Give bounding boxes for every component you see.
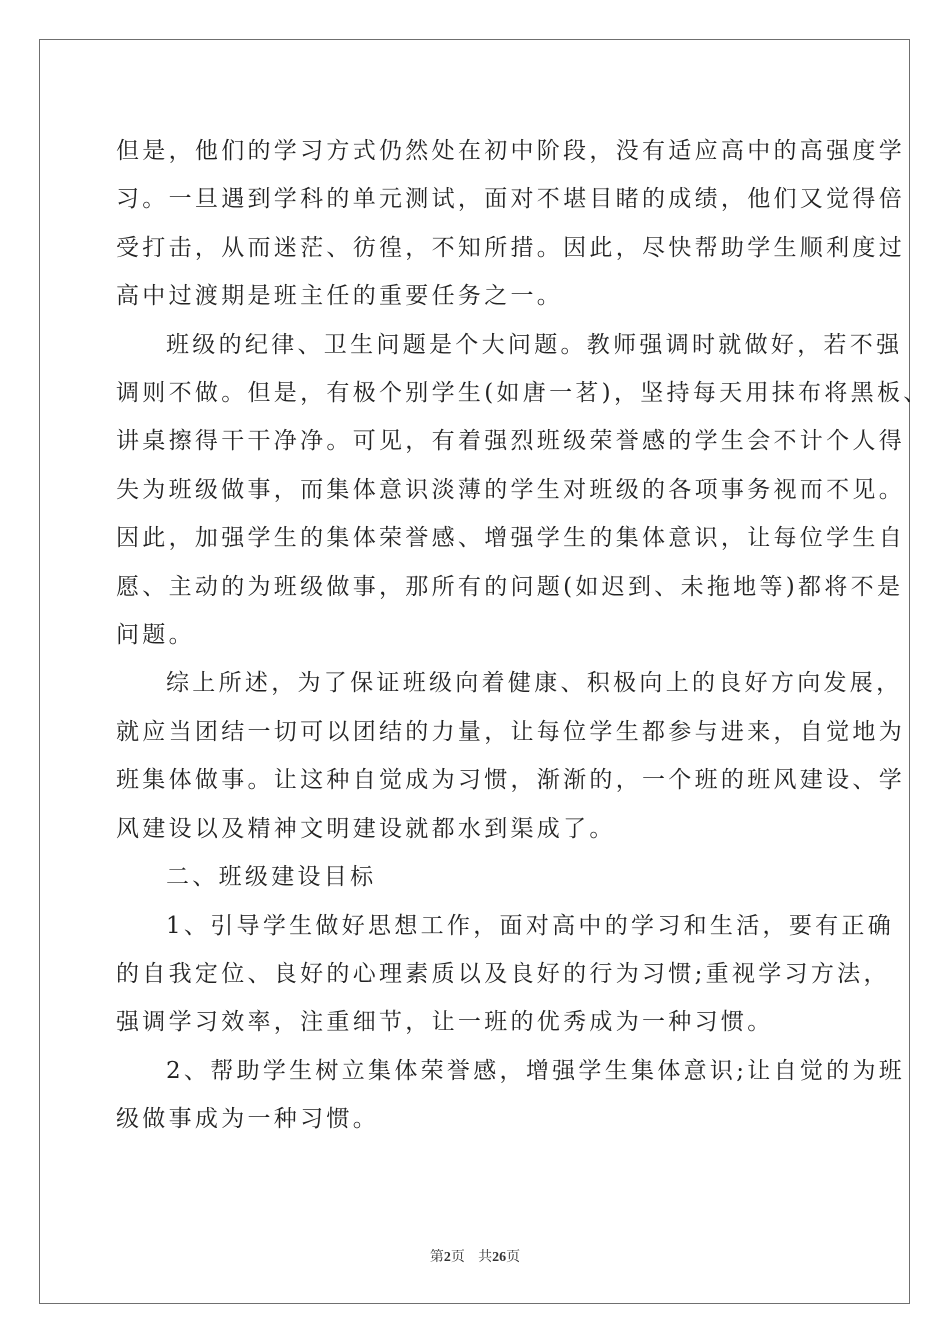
text-line: 班集体做事。让这种自觉成为习惯，渐渐的，一个班的班风建设、学 (116, 767, 905, 794)
footer-prefix: 第 (429, 1249, 444, 1265)
page-footer (0, 1246, 950, 1266)
text-line: 但是，他们的学习方式仍然处在初中阶段，没有适应高中的高强度学 (116, 138, 905, 164)
text-line: 问题。 (116, 622, 195, 649)
text-line: 就应当团结一切可以团结的力量，让每位学生都参与进来，自觉地为 (116, 718, 905, 745)
text-line: 受打击，从而迷茫、彷徨，不知所措。因此，尽快帮助学生顺利度过 (116, 234, 905, 261)
text-line: 调则不做。但是，有极个别学生(如唐一茗)，坚持每天用抹布将黑板、 (116, 380, 930, 407)
text-line: 的自我定位、良好的心理素质以及良好的行为习惯;重视学习方法， (116, 960, 890, 987)
text-line: 1、引导学生做好思想工作，面对高中的学习和生活，要有正确 (166, 912, 895, 939)
footer-total-suffix: 页 (506, 1249, 521, 1265)
text-line: 因此，加强学生的集体荣誉感、增强学生的集体意识，让每位学生自 (116, 525, 905, 552)
document-body (116, 127, 930, 1144)
text-line: 习。一旦遇到学科的单元测试，面对不堪目睹的成绩，他们又觉得倍 (116, 186, 905, 213)
footer-total-prefix: 共 (478, 1249, 493, 1265)
text-line: 班级的纪律、卫生问题是个大问题。教师强调时就做好，若不强 (166, 331, 903, 358)
text-line: 失为班级做事，而集体意识淡薄的学生对班级的各项事务视而不见。 (116, 476, 905, 503)
text-line: 级做事成为一种习惯。 (116, 1106, 379, 1133)
text-line: 讲桌擦得干干净净。可见，有着强烈班级荣誉感的学生会不计个人得 (116, 428, 905, 455)
text-line: 强调学习效率，注重细节，让一班的优秀成为一种习惯。 (116, 1009, 774, 1036)
text-line: 2、帮助学生树立集体荣誉感，增强学生集体意识;让自觉的为班 (166, 1057, 906, 1084)
text-line: 二、班级建设目标 (166, 864, 377, 891)
text-line: 高中过渡期是班主任的重要任务之一。 (116, 283, 564, 310)
footer-total-pages: 26 (492, 1250, 507, 1265)
footer-page-suffix: 页 (450, 1249, 465, 1265)
text-line: 愿、主动的为班级做事，那所有的问题(如迟到、未拖地等)都将不是 (116, 573, 904, 600)
text-line: 综上所述，为了保证班级向着健康、积极向上的良好方向发展， (166, 670, 903, 697)
text-line: 风建设以及精神文明建设就都水到渠成了。 (116, 815, 616, 842)
footer-page-number: 2 (443, 1250, 451, 1265)
